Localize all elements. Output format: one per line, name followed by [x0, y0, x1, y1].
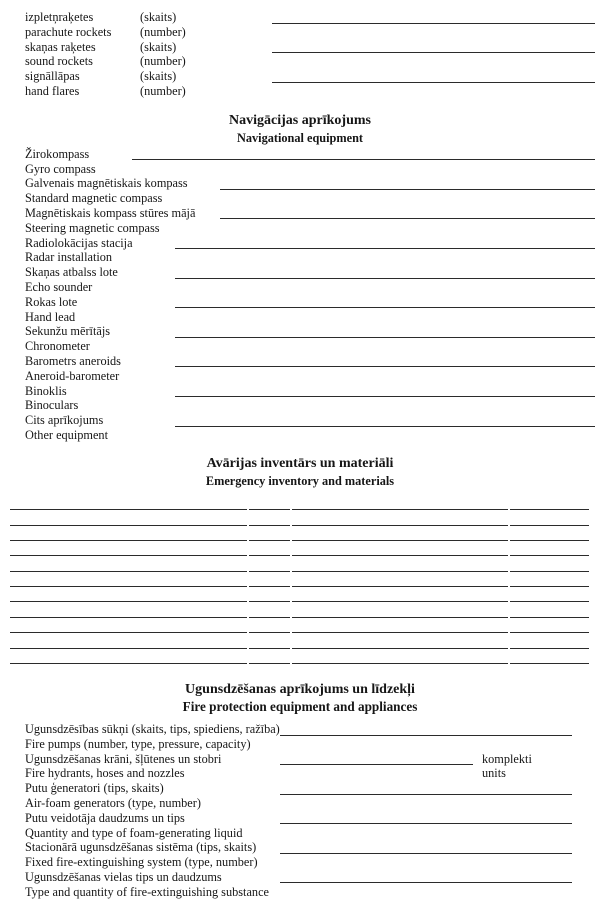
line-segment [249, 631, 290, 633]
line-segment [10, 600, 247, 602]
line-segment [292, 508, 508, 510]
blank-field-line[interactable] [175, 425, 595, 427]
blank-field-line[interactable] [175, 247, 595, 249]
label-en: Echo sounder [25, 279, 93, 294]
blank-field-line[interactable] [175, 395, 595, 397]
row-foam-generators [0, 781, 600, 811]
fire-section [0, 681, 600, 900]
line-segment [292, 631, 508, 633]
label-en: sound rockets [25, 54, 93, 69]
line-segment [292, 570, 508, 572]
fire-rows [0, 722, 600, 900]
label-en: Aneroid-barometer [25, 368, 120, 383]
label-en: Chronometer [25, 339, 90, 354]
label-en: Fire hydrants, hoses and nozzles [25, 766, 185, 781]
row-hand-flares [0, 69, 600, 99]
line-segment [510, 616, 589, 618]
line-segment [510, 600, 589, 602]
blank-write-in-line[interactable] [10, 633, 591, 648]
line-segment [10, 616, 247, 618]
label-en: Quantity and type of foam-generating liquid [25, 825, 243, 840]
row-chronometer [0, 324, 600, 354]
navigation-section [0, 112, 600, 443]
label-en: Steering magnetic compass [25, 220, 160, 235]
line-segment [510, 508, 589, 510]
label-lv: Ugunsdzēšanas vielas tips un daudzums [25, 869, 222, 884]
row-fire-pumps [0, 722, 600, 752]
line-segment [510, 524, 589, 526]
line-segment [249, 539, 290, 541]
qualifier-en: (number) [140, 83, 186, 98]
blank-write-in-line[interactable] [10, 541, 591, 556]
row-extinguishing-substance [0, 870, 600, 900]
line-segment [10, 539, 247, 541]
blank-field-line[interactable] [220, 188, 595, 190]
blank-field-line[interactable] [272, 22, 595, 24]
label-lv: Radiolokācijas stacija [25, 235, 133, 250]
label-en: hand flares [25, 83, 80, 98]
qualifier-lv: (skaits) [140, 10, 177, 24]
blank-write-in-line[interactable] [10, 587, 591, 602]
blank-field-line[interactable] [272, 51, 595, 53]
line-segment [249, 554, 290, 556]
label-lv: signāllāpas [25, 69, 80, 84]
blank-field-line[interactable] [280, 793, 572, 795]
blank-field-line[interactable] [175, 277, 595, 279]
label-lv: Stacionārā ugunsdzēšanas sistēma (tips, skaits) [25, 840, 257, 855]
section-title-en: Emergency inventory and materials [205, 473, 395, 488]
section-title-lv: Ugunsdzēšanas aprīkojums un līdzekļi [185, 682, 415, 698]
row-echo-sounder [0, 265, 600, 295]
line-segment [292, 585, 508, 587]
blank-field-line[interactable] [272, 81, 595, 83]
distress-signals-section [0, 0, 600, 99]
label-lv: Magnētiskais kompass stūres mājā [25, 205, 196, 220]
section-title-en: Navigational equipment [236, 130, 364, 145]
blank-field-line[interactable] [132, 158, 595, 160]
line-segment [249, 600, 290, 602]
qualifier-en: (number) [140, 24, 186, 39]
row-parachute-rockets [0, 10, 600, 40]
label-en: Other equipment [25, 427, 108, 442]
qualifier-lv: (skaits) [140, 39, 177, 54]
blank-field-line[interactable] [280, 763, 473, 765]
blank-write-in-line[interactable] [10, 618, 591, 633]
label-lv: Galvenais magnētiskais kompass [25, 176, 188, 191]
blank-field-line[interactable] [175, 306, 595, 308]
row-steering-magnetic-compass [0, 206, 600, 236]
blank-write-in-line[interactable] [10, 602, 591, 617]
line-segment [510, 631, 589, 633]
emergency-blank-lines [10, 495, 591, 664]
line-segment [249, 524, 290, 526]
qualifier-en: (number) [140, 54, 186, 69]
line-segment [292, 647, 508, 649]
label-en: Gyro compass [25, 161, 96, 176]
unit-label-lv: komplekti [482, 751, 532, 766]
label-en: Standard magnetic compass [25, 191, 163, 206]
line-segment [249, 508, 290, 510]
blank-write-in-line[interactable] [10, 572, 591, 587]
row-binoculars [0, 384, 600, 414]
label-lv: Sekunžu mērītājs [25, 324, 111, 339]
line-segment [510, 539, 589, 541]
line-segment [249, 570, 290, 572]
line-segment [292, 600, 508, 602]
line-segment [10, 508, 247, 510]
row-other-equipment [0, 413, 600, 443]
line-segment [510, 585, 589, 587]
label-lv: Ugunsdzēsības sūkņi (skaits, tips, spiediens, ražība) [25, 722, 280, 737]
label-lv: Putu veidotāja daudzums un tips [25, 810, 185, 825]
navigation-rows [0, 147, 600, 443]
label-lv: Rokas lote [25, 294, 78, 309]
section-title-en: Fire protection equipment and appliances [182, 699, 418, 715]
blank-write-in-line[interactable] [10, 510, 591, 525]
line-segment [249, 585, 290, 587]
blank-write-in-line[interactable] [10, 556, 591, 571]
row-aneroid-barometer [0, 354, 600, 384]
line-segment [292, 539, 508, 541]
row-standard-magnetic-compass [0, 176, 600, 206]
label-lv: Cits aprīkojums [25, 413, 104, 428]
blank-field-line[interactable] [280, 822, 572, 824]
line-segment [10, 524, 247, 526]
label-en: Fixed fire-extinguishing system (type, number) [25, 855, 258, 870]
row-hand-lead [0, 295, 600, 325]
line-segment [292, 524, 508, 526]
line-segment [10, 647, 247, 649]
line-segment [249, 616, 290, 618]
label-lv: Ugunsdzēšanas krāni, šļūtenes un stobri [25, 751, 222, 766]
unit-label-en: units [482, 766, 506, 781]
label-en: Hand lead [25, 309, 76, 324]
label-en: Radar installation [25, 250, 113, 265]
label-en: parachute rockets [25, 24, 112, 39]
blank-field-line[interactable] [280, 852, 572, 854]
label-lv: Barometrs aneroids [25, 353, 121, 368]
label-lv: Skaņas atbalss lote [25, 265, 118, 280]
label-en: Fire pumps (number, type, pressure, capacity) [25, 736, 251, 751]
section-title-lv: Avārijas inventārs un materiāli [206, 455, 394, 471]
line-segment [510, 647, 589, 649]
blank-field-line[interactable] [175, 365, 595, 367]
line-segment [10, 554, 247, 556]
row-radar-installation [0, 236, 600, 266]
section-title-lv: Navigācijas aprīkojums [229, 112, 371, 128]
blank-field-line[interactable] [280, 734, 572, 736]
blank-field-line[interactable] [280, 881, 572, 883]
qualifier-lv: (skaits) [140, 69, 177, 84]
row-sound-rockets [0, 40, 600, 70]
label-en: Air-foam generators (type, number) [25, 796, 201, 810]
label-lv: izpletņraķetes [25, 10, 94, 24]
label-lv: skaņas raķetes [25, 39, 96, 54]
emergency-section [0, 455, 600, 664]
blank-field-line[interactable] [175, 336, 595, 338]
row-fire-hydrants [0, 752, 600, 782]
line-segment [292, 662, 508, 664]
label-en: Binoculars [25, 398, 79, 413]
label-lv: Putu ģeneratori (tips, skaits) [25, 781, 164, 796]
line-segment [510, 570, 589, 572]
blank-write-in-line[interactable] [10, 649, 591, 664]
label-lv: Binoklis [25, 383, 67, 398]
line-segment [249, 647, 290, 649]
row-foam-liquid [0, 811, 600, 841]
blank-field-line[interactable] [220, 217, 595, 219]
label-lv: Žirokompass [25, 146, 90, 161]
line-segment [510, 554, 589, 556]
line-segment [10, 585, 247, 587]
line-segment [10, 570, 247, 572]
row-gyro-compass [0, 147, 600, 177]
line-segment [249, 662, 290, 664]
row-fixed-system [0, 840, 600, 870]
line-segment [10, 662, 247, 664]
line-segment [10, 631, 247, 633]
blank-write-in-line[interactable] [10, 495, 591, 510]
line-segment [292, 616, 508, 618]
line-segment [510, 662, 589, 664]
line-segment [292, 554, 508, 556]
blank-write-in-line[interactable] [10, 526, 591, 541]
label-en: Type and quantity of fire-extinguishing substance [25, 884, 269, 899]
